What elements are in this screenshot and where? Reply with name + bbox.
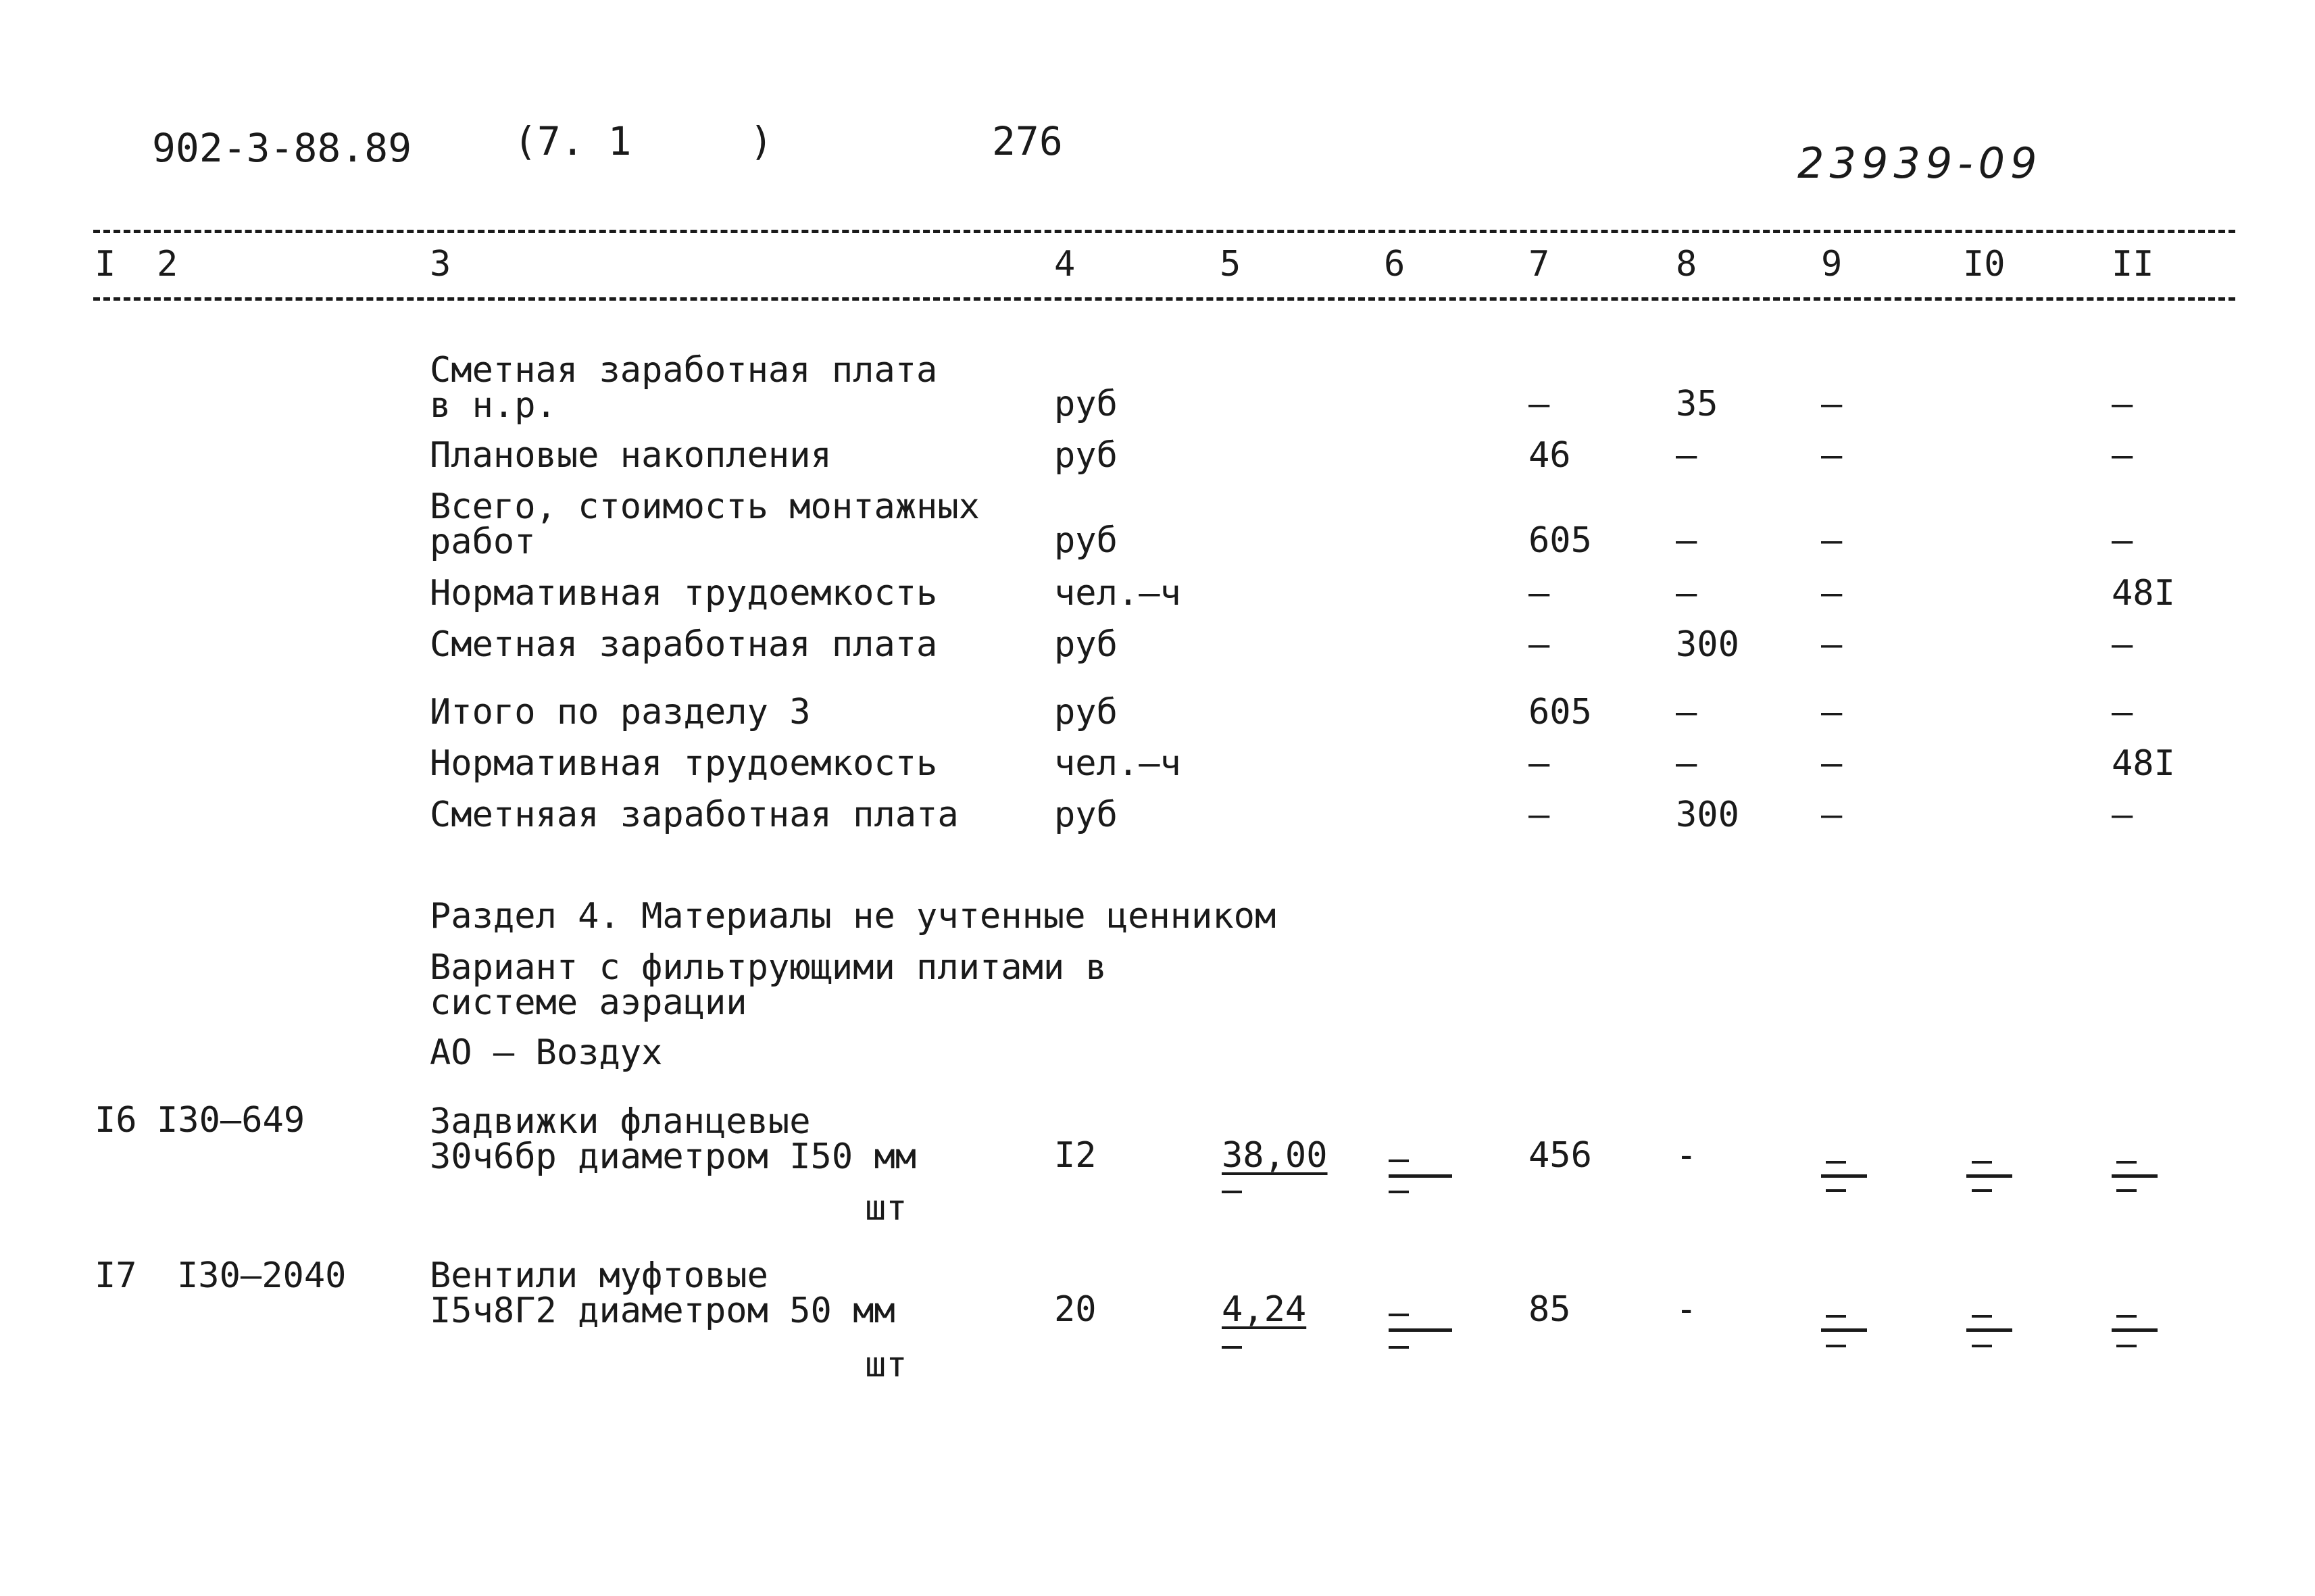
row-col9: –	[1821, 795, 1843, 835]
dash-mark	[1826, 1315, 1846, 1318]
dash-mark	[1821, 1174, 1867, 1178]
row-col8: –	[1676, 520, 1697, 561]
item-code: I30–2040	[177, 1255, 347, 1296]
row-unit: руб	[1054, 435, 1118, 476]
row-col7: –	[1528, 573, 1550, 614]
column-header: 2	[157, 244, 178, 284]
row-col8: –	[1676, 692, 1697, 732]
item-number: I7	[95, 1255, 137, 1296]
section-reference: (7. 1 )	[514, 118, 774, 164]
dash-mark	[1826, 1345, 1846, 1347]
row-unit: чел.–ч	[1054, 573, 1181, 614]
item-total: 85	[1528, 1289, 1571, 1330]
item-col8: -	[1676, 1135, 1697, 1176]
item-unit: шт	[865, 1188, 907, 1228]
dash-mark	[1966, 1328, 2012, 1332]
row-col9: –	[1821, 520, 1843, 561]
page-number: 276	[992, 118, 1063, 164]
row-name: Итого по разделу 3	[430, 692, 811, 732]
row-col11: –	[2112, 795, 2133, 835]
column-header: 6	[1384, 244, 1405, 284]
row-name: Плановые накопления	[430, 435, 832, 476]
item-name: Задвижки фланцевые 30ч6бр диаметром I50 мм	[430, 1101, 917, 1177]
item-number: I6	[95, 1100, 137, 1141]
dash-mark	[2112, 1328, 2158, 1332]
column-header: 9	[1821, 244, 1843, 284]
item-quantity: I2	[1054, 1135, 1097, 1176]
dash-mark	[1389, 1191, 1409, 1193]
dash-mark	[1826, 1189, 1846, 1192]
row-col9: –	[1821, 743, 1843, 784]
row-col8: –	[1676, 573, 1697, 614]
dash-mark	[1389, 1314, 1409, 1316]
row-unit: руб	[1054, 384, 1118, 424]
item-total: 456	[1528, 1135, 1592, 1176]
row-col9: –	[1821, 573, 1843, 614]
dash-mark	[1389, 1174, 1452, 1178]
row-col8: 300	[1676, 624, 1739, 665]
dash-mark	[1966, 1174, 2012, 1178]
item-unit: шт	[865, 1345, 907, 1385]
row-col11: –	[2112, 624, 2133, 665]
column-header: 8	[1676, 244, 1697, 284]
dash-mark	[2116, 1315, 2137, 1318]
item-name: Вентили муфтовые I5ч8Г2 диаметром 50 мм	[430, 1255, 895, 1331]
dash-mark	[1972, 1161, 1992, 1164]
section-subtitle: АО – Воздух	[430, 1032, 663, 1073]
row-col8: 35	[1676, 384, 1718, 424]
row-col9: –	[1821, 692, 1843, 732]
row-unit: руб	[1054, 624, 1118, 665]
column-header: 3	[430, 244, 451, 284]
row-col7: 46	[1528, 435, 1571, 476]
dash-mark	[2112, 1174, 2158, 1178]
row-unit: чел.–ч	[1054, 743, 1181, 784]
item-code: I30–649	[157, 1100, 305, 1141]
row-col11: –	[2112, 435, 2133, 476]
row-name: Сметная заработная плата в н.р.	[430, 350, 938, 426]
column-header: 7	[1528, 244, 1550, 284]
row-col7: 605	[1528, 692, 1592, 732]
dash-mark	[1972, 1315, 1992, 1318]
item-unit-price: 38,00	[1222, 1135, 1328, 1176]
row-name: Всего, стоимость монтажных работ	[430, 487, 980, 562]
dash-mark	[1972, 1189, 1992, 1192]
column-header: I0	[1963, 244, 2006, 284]
row-name: Сметняая заработная плата	[430, 795, 959, 835]
row-name: Нормативная трудоемкость	[430, 743, 938, 784]
row-col9: –	[1821, 384, 1843, 424]
row-col11: –	[2112, 384, 2133, 424]
row-col11: 48I	[2112, 573, 2175, 614]
dash-mark	[1222, 1191, 1242, 1193]
row-col7: –	[1528, 743, 1550, 784]
row-col7: –	[1528, 624, 1550, 665]
row-col9: –	[1821, 435, 1843, 476]
row-name: Нормативная трудоемкость	[430, 573, 938, 614]
row-unit: руб	[1054, 795, 1118, 835]
dash-mark	[1821, 1328, 1867, 1332]
document-code: 902-3-88.89	[152, 125, 412, 171]
dash-mark	[2116, 1189, 2137, 1192]
row-col7: 605	[1528, 520, 1592, 561]
section-variant: Вариант с фильтрующими плитами в системе аэрации	[430, 947, 1107, 1023]
row-name: Сметная заработная плата	[430, 624, 938, 665]
column-header: 5	[1220, 244, 1241, 284]
row-col9: –	[1821, 624, 1843, 665]
item-unit-price: 4,24	[1222, 1289, 1307, 1330]
item-col8: -	[1676, 1289, 1697, 1330]
row-unit: руб	[1054, 520, 1118, 561]
row-col11: –	[2112, 692, 2133, 732]
row-col8: 300	[1676, 795, 1739, 835]
header-bottom-rule	[93, 297, 2235, 301]
item-quantity: 20	[1054, 1289, 1097, 1330]
dash-mark	[1389, 1159, 1409, 1162]
dash-mark	[1222, 1346, 1242, 1349]
column-header: 4	[1054, 244, 1076, 284]
dash-mark	[1826, 1161, 1846, 1164]
dash-mark	[1389, 1328, 1452, 1332]
dash-mark	[2116, 1345, 2137, 1347]
row-col11: –	[2112, 520, 2133, 561]
row-unit: руб	[1054, 692, 1118, 732]
column-header: I	[95, 244, 116, 284]
row-col8: –	[1676, 743, 1697, 784]
header-top-rule	[93, 230, 2235, 233]
dash-mark	[1389, 1346, 1409, 1349]
dash-mark	[1972, 1345, 1992, 1347]
section-title: Раздел 4. Материалы не учтенные ценником	[430, 896, 1276, 937]
row-col8: –	[1676, 435, 1697, 476]
archive-number: 23939-09	[1797, 139, 2043, 188]
row-col7: –	[1528, 384, 1550, 424]
row-col11: 48I	[2112, 743, 2175, 784]
row-col7: –	[1528, 795, 1550, 835]
dash-mark	[2116, 1161, 2137, 1164]
column-header: II	[2112, 244, 2154, 284]
